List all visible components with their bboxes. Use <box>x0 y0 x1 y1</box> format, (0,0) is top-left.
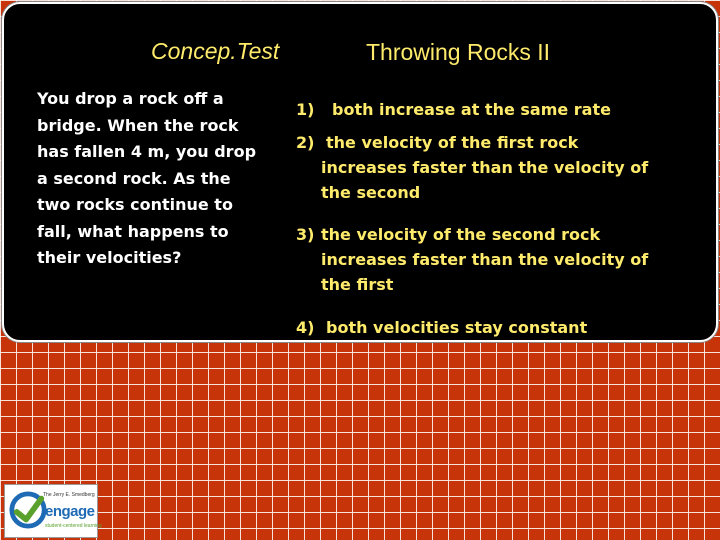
question-line: bridge. When the rock <box>37 115 239 135</box>
answer-text: both velocities stay constant <box>326 318 588 337</box>
question-line: two rocks continue to <box>37 195 233 214</box>
answer-number: 1) <box>296 100 315 119</box>
question-line: You drop a rock off a <box>37 89 224 108</box>
question-line: a second rock. As the <box>37 168 231 188</box>
answer-number: 4) <box>296 318 315 337</box>
answer-text: the second <box>321 183 421 202</box>
engage-logo-icon <box>9 491 47 529</box>
answer-text: increases faster than the velocity of <box>321 158 649 177</box>
slide-title-label: Concep.Test <box>151 38 280 64</box>
logo-small-text: The Jerry E. Smedberg <box>43 492 95 498</box>
question-text <box>37 86 287 272</box>
content-panel <box>2 2 718 342</box>
answer-option-2 <box>296 130 648 205</box>
answer-option-1 <box>296 97 611 122</box>
question-line: fall, what happens to <box>37 221 229 241</box>
engage-logo <box>4 484 102 538</box>
answer-number: 2) <box>296 133 315 152</box>
slide-title: Throwing Rocks II <box>366 39 551 65</box>
logo-wordmark: engage <box>45 503 95 520</box>
question-line: has fallen 4 m, you drop <box>37 142 257 161</box>
answer-text: the velocity of the second rock <box>321 225 601 244</box>
answer-option-4 <box>296 315 587 340</box>
answer-text: the first <box>321 275 394 294</box>
answer-option-3 <box>296 222 648 297</box>
answer-text: the velocity of the first rock <box>326 133 579 152</box>
answer-text: increases faster than the velocity of <box>321 250 649 269</box>
question-line: their velocities? <box>37 248 182 267</box>
answer-text: both increase at the same rate <box>332 100 611 119</box>
answer-number: 3) <box>296 225 315 244</box>
logo-tagline: student-centered learning <box>45 523 102 529</box>
